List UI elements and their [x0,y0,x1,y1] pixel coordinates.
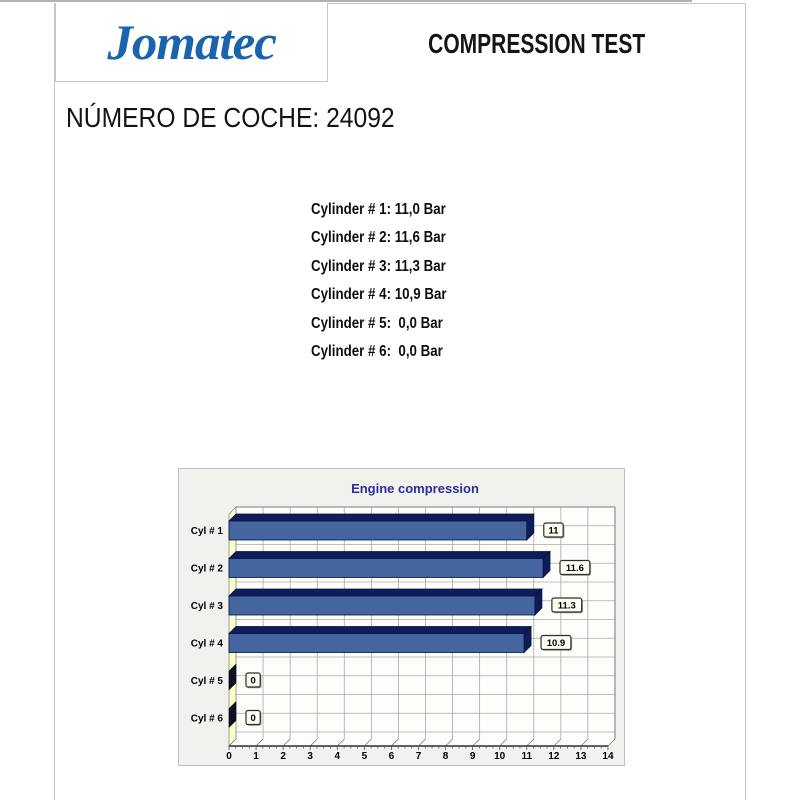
chart-x-tick-label: 2 [280,751,286,762]
chart-bar-top-face [229,627,531,634]
chart-x-tick-label: 3 [307,751,313,762]
chart-category-label: Cyl # 6 [190,713,223,725]
logo-box [55,3,328,82]
chart-x-tick-label: 6 [388,751,395,762]
logo-text: Jomatec [107,14,276,70]
page-right-border [745,3,746,800]
car-number-heading: NÚMERO DE COCHE: 24092 [66,102,395,133]
chart-x-tick-label: 1 [253,751,259,762]
chart-x-tick-label: 8 [442,751,449,762]
header-divider [0,0,692,2]
page-left-border [54,3,55,800]
chart-category-label: Cyl # 5 [190,676,223,687]
reading-line: Cylinder # 1: 11,0 Bar [311,201,446,218]
compression-chart [179,469,624,765]
compression-chart-panel [178,468,625,766]
chart-category-label: Cyl # 2 [190,563,223,575]
chart-bar [229,521,527,540]
chart-x-tick-label: 14 [602,751,614,762]
chart-x-tick-label: 7 [415,751,422,762]
chart-value-label: 11.6 [565,563,584,574]
page-title: COMPRESSION TEST [428,28,646,59]
chart-category-label: Cyl # 1 [190,526,223,537]
chart-bar-top-face [229,589,542,596]
chart-bar-top-face [229,552,550,559]
chart-value-label: 11.3 [557,600,576,612]
chart-bar-top-face [229,514,534,521]
chart-x-tick-label: 4 [334,751,341,762]
chart-x-tick-label: 9 [469,751,476,762]
chart-bar [229,634,524,653]
compression-readings-list [311,196,469,366]
reading-line: Cylinder # 3: 11,3 Bar [311,257,446,275]
chart-x-tick-label: 10 [494,751,506,762]
reading-line: Cylinder # 4: 10,9 Bar [311,286,447,304]
chart-x-tick-label: 0 [226,751,232,762]
chart-category-label: Cyl # 4 [190,638,223,650]
header-title-cell [328,3,746,85]
chart-x-tick-label: 12 [548,751,560,762]
chart-bar [229,559,543,578]
chart-value-label: 10.9 [546,638,566,649]
reading-line: Cylinder # 5: 0,0 Bar [311,314,443,332]
chart-bar [229,596,535,615]
chart-x-tick-label: 13 [575,751,587,762]
chart-value-label: 11 [548,525,559,537]
chart-category-label: Cyl # 3 [190,601,223,612]
chart-x-tick-label: 5 [361,751,368,762]
chart-title: Engine compression [351,481,479,496]
chart-value-label: 0 [250,675,256,687]
reading-line: Cylinder # 6: 0,0 Bar [311,342,443,360]
chart-value-label: 0 [250,713,256,724]
reading-line: Cylinder # 2: 11,6 Bar [311,229,446,247]
chart-x-tick-label: 11 [521,751,533,762]
